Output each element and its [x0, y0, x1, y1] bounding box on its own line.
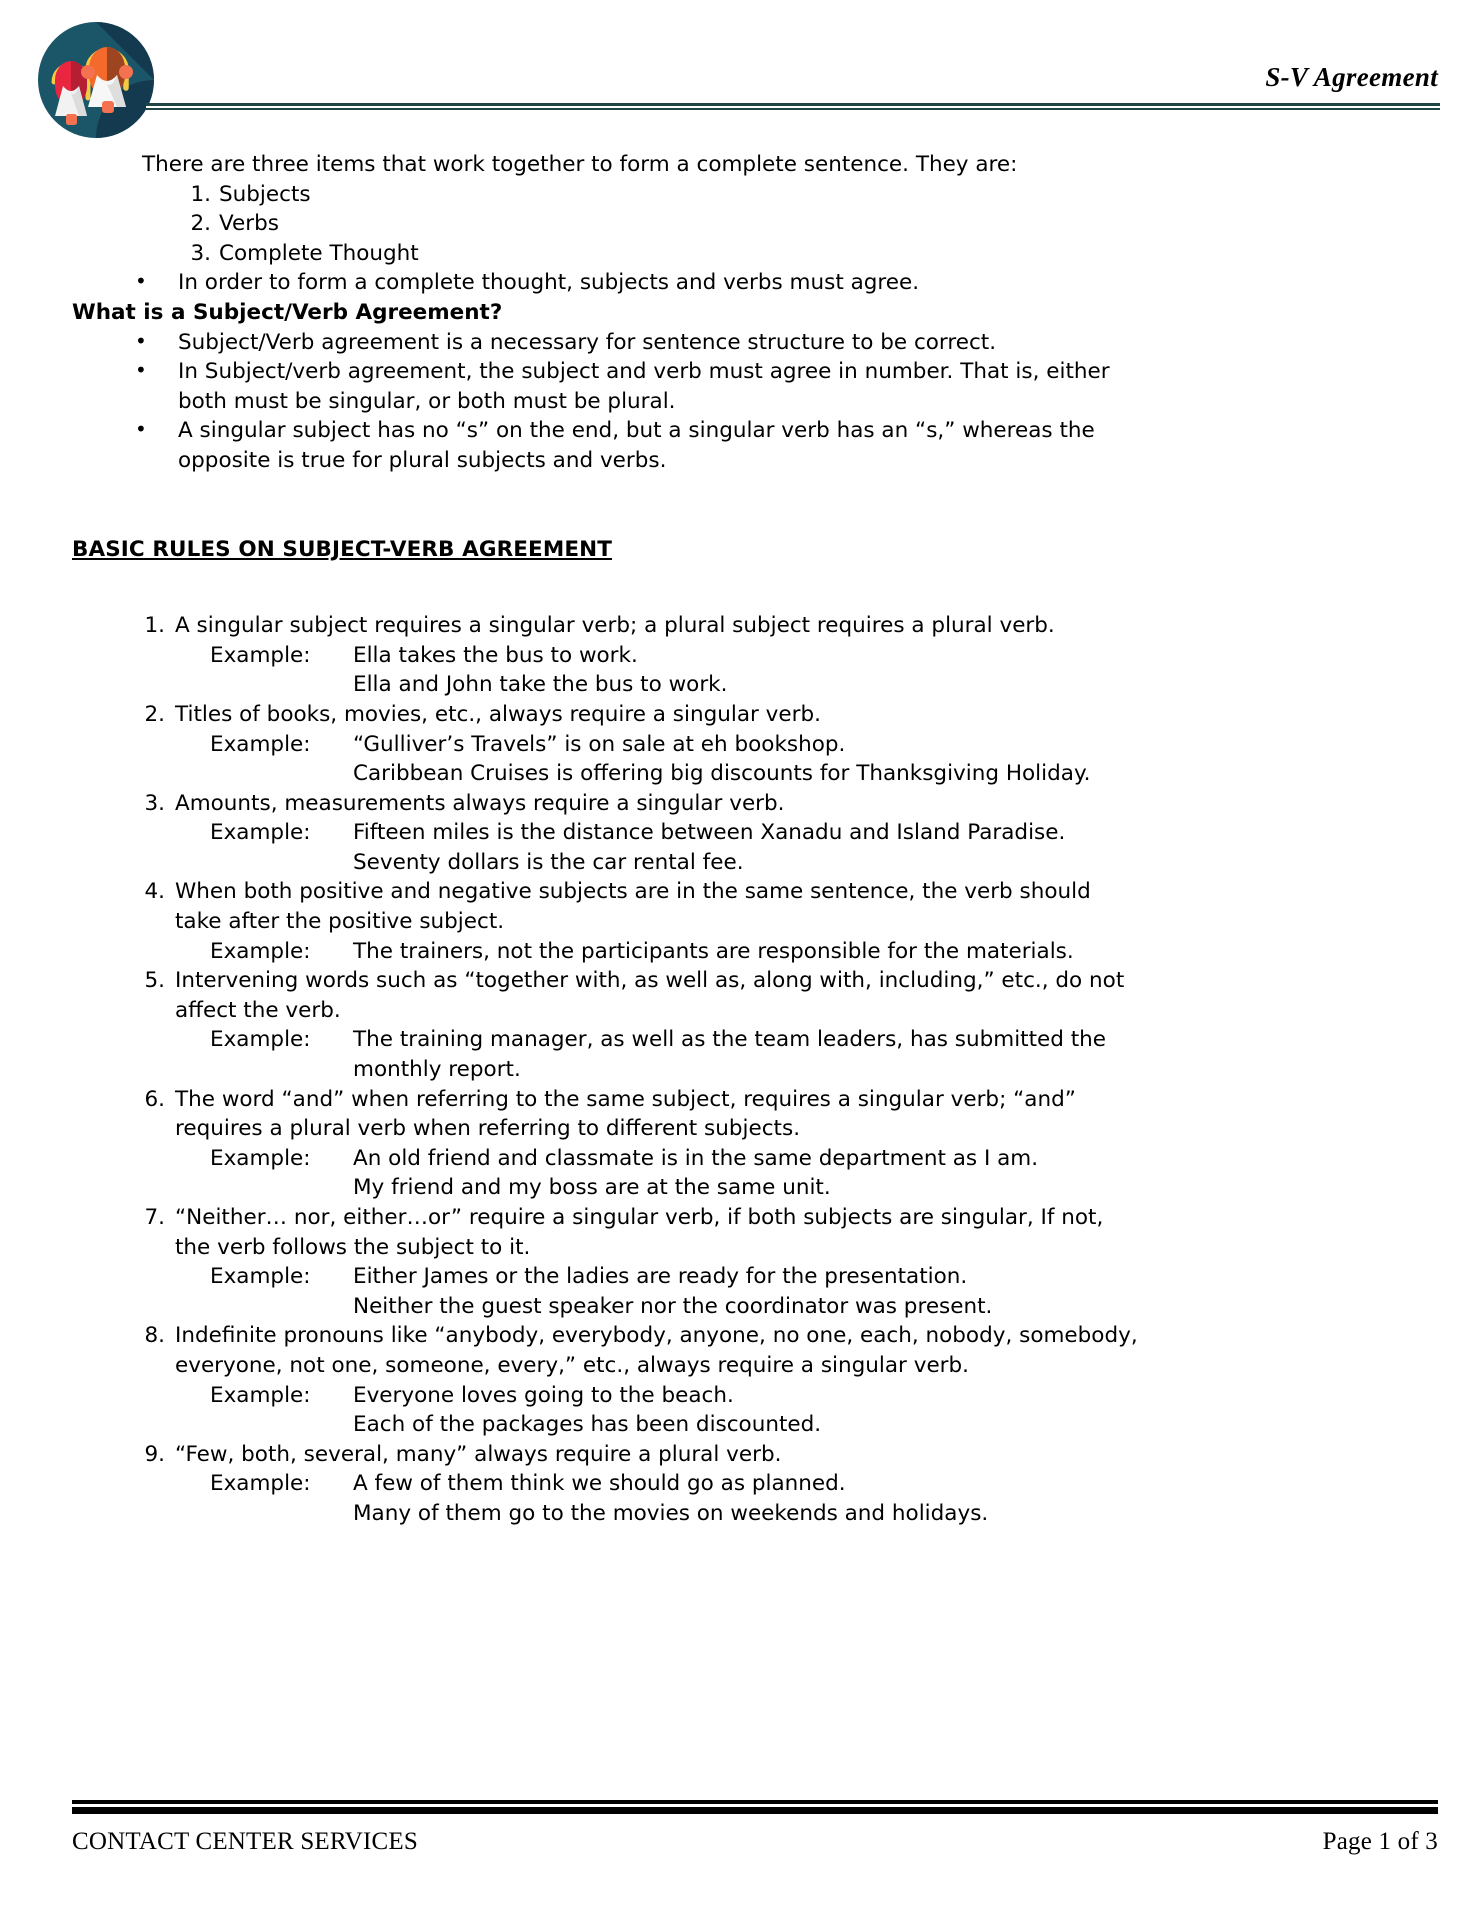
intro-numbered-list: [72, 180, 1142, 269]
example-row: [175, 730, 1142, 760]
list-item-label: A singular subject has no “s” on the end, but a singular verb has an “s,” whereas the opposite is true for plural subjects and verbs.: [178, 418, 1095, 473]
example-text: An old friend and classmate is in the same department as I am.: [353, 1145, 1039, 1171]
list-item: [108, 416, 1142, 475]
basic-rules-list: [72, 611, 1142, 1528]
rule-number: 8.: [144, 1323, 165, 1349]
example-text: Either James or the ladies are ready for the presentation.: [353, 1264, 968, 1290]
rule-number: 4.: [144, 879, 165, 905]
example-label: Example:: [210, 1027, 311, 1053]
list-item: [108, 268, 1142, 298]
rule-item: [107, 966, 1142, 1084]
example-row: [175, 1262, 1142, 1292]
example-text: Fifteen miles is the distance between Xanadu and Island Paradise.: [353, 820, 1066, 846]
example-block: [175, 1144, 1142, 1203]
list-item: [108, 357, 1142, 416]
example-block: [175, 730, 1142, 789]
footer-divider: [72, 1800, 1438, 1814]
rule-item: [107, 1321, 1142, 1439]
example-label: Example:: [210, 820, 311, 846]
rule-text: When both positive and negative subjects are in the same sentence, the verb should take after the positive subject.: [175, 879, 1091, 935]
example-row: [175, 937, 1142, 967]
example-row: [175, 641, 1142, 671]
page-footer: [72, 1800, 1438, 1856]
rule-text: The word “and” when referring to the same subject, requires a singular verb; “and” requires a plural verb when referring to different subjects.: [175, 1086, 1076, 1142]
list-item-label: Verbs: [219, 211, 279, 237]
example-label: Example:: [210, 938, 311, 964]
example-text: Ella and John take the bus to work.: [353, 672, 728, 698]
list-item-label: Complete Thought: [219, 240, 419, 266]
bullet-icon: •: [135, 417, 147, 442]
example-label: Example:: [210, 731, 311, 757]
rule-number: 3.: [144, 790, 165, 816]
example-text: “Gulliver’s Travels” is on sale at eh bookshop.: [353, 731, 846, 757]
call-center-agents-logo-icon: [36, 20, 156, 140]
example-text: Neither the guest speaker nor the coordinator was present.: [353, 1293, 993, 1319]
example-text: The training manager, as well as the team leaders, has submitted the monthly report.: [353, 1027, 1107, 1083]
agreement-bullet-list: [72, 328, 1142, 476]
example-label: Example:: [210, 1264, 311, 1290]
example-block: [175, 1025, 1142, 1084]
rule-text: Indefinite pronouns like “anybody, everybody, anyone, no one, each, nobody, somebody, everyone, not one, someone, every,” etc., always require a singular verb.: [175, 1323, 1138, 1378]
list-item: [177, 239, 1142, 269]
example-label: Example:: [210, 1382, 311, 1408]
bullet-icon: •: [135, 269, 147, 294]
rule-number: 6.: [144, 1086, 165, 1112]
example-text: A few of them think we should go as planned.: [353, 1471, 846, 1497]
rule-number: 1.: [144, 613, 165, 639]
example-text: Each of the packages has been discounted.: [353, 1412, 822, 1438]
list-item-label: Subject/Verb agreement is a necessary for sentence structure to be correct.: [178, 329, 997, 355]
rule-text: Intervening words such as “together with, as well as, along with, including,” etc., do not affect the verb.: [175, 968, 1125, 1023]
header-title: S-V Agreement: [1265, 62, 1438, 92]
example-block: [175, 1262, 1142, 1321]
rule-item: [107, 1085, 1142, 1203]
list-item: [177, 209, 1142, 239]
rule-number: 7.: [144, 1205, 165, 1230]
example-row: [175, 1025, 1142, 1084]
example-text: The trainers, not the participants are responsible for the materials.: [353, 938, 1074, 964]
example-block: [175, 937, 1142, 967]
example-label: Example:: [210, 1471, 311, 1497]
list-item-label: In order to form a complete thought, subjects and verbs must agree.: [178, 270, 920, 296]
example-row: [175, 1469, 1142, 1499]
example-row: [175, 818, 1142, 848]
footer-page-number: Page 1 of 3: [1322, 1828, 1438, 1855]
example-block: [175, 641, 1142, 700]
example-text: Many of them go to the movies on weekends and holidays.: [353, 1500, 989, 1526]
example-text: Seventy dollars is the car rental fee.: [353, 849, 744, 875]
rule-item: [107, 789, 1142, 878]
example-block: [175, 1381, 1142, 1440]
intro-lead: There are three items that work together to form a complete sentence. They are:: [142, 152, 1018, 177]
list-item-label: Subjects: [219, 181, 311, 207]
rule-item: [107, 877, 1142, 966]
example-label: Example:: [210, 642, 311, 668]
rule-number: 9.: [144, 1441, 165, 1467]
example-text: My friend and my boss are at the same unit.: [353, 1175, 831, 1201]
rule-number: 5.: [144, 968, 165, 994]
header-divider: [146, 103, 1440, 110]
bullet-icon: •: [135, 328, 147, 353]
page-header: [0, 0, 1484, 125]
rule-item: [107, 611, 1142, 700]
rule-item: [107, 700, 1142, 789]
intro-bullet-list: [72, 268, 1142, 298]
section-heading-agreement: What is a Subject/Verb Agreement?: [72, 299, 503, 325]
example-block: [175, 1469, 1142, 1528]
section-heading-basic-rules: BASIC RULES ON SUBJECT-VERB AGREEMENT: [72, 536, 612, 562]
document-body: [72, 150, 1142, 1529]
footer-organization: CONTACT CENTER SERVICES: [72, 1828, 418, 1855]
list-item: [108, 328, 1142, 358]
list-item-number: 2.: [190, 211, 211, 237]
rule-text: “Neither… nor, either…or” require a singular verb, if both subjects are singular, If not, the verb follows the subject to it.: [175, 1205, 1104, 1260]
example-text: Ella takes the bus to work.: [353, 642, 638, 668]
example-row: [175, 1144, 1142, 1174]
rule-text: Amounts, measurements always require a singular verb.: [175, 790, 785, 816]
list-item-number: 3.: [190, 240, 211, 266]
rule-text: A singular subject requires a singular verb; a plural subject requires a plural verb.: [175, 613, 1055, 639]
list-item: [177, 180, 1142, 210]
rule-item: [107, 1440, 1142, 1529]
list-item-number: 1.: [190, 181, 211, 207]
example-text: Everyone loves going to the beach.: [353, 1382, 734, 1408]
example-row: [175, 1381, 1142, 1411]
example-text: Caribbean Cruises is offering big discounts for Thanksgiving Holiday.: [353, 761, 1091, 787]
list-item-label: In Subject/verb agreement, the subject and verb must agree in number. That is, either both must be singular, or both must be plural.: [178, 359, 1110, 414]
rule-item: [107, 1203, 1142, 1321]
rule-number: 2.: [144, 701, 165, 727]
rule-text: Titles of books, movies, etc., always require a singular verb.: [175, 701, 821, 727]
rule-text: “Few, both, several, many” always require a plural verb.: [175, 1441, 782, 1467]
example-block: [175, 818, 1142, 877]
example-label: Example:: [210, 1145, 311, 1171]
bullet-icon: •: [135, 358, 147, 383]
